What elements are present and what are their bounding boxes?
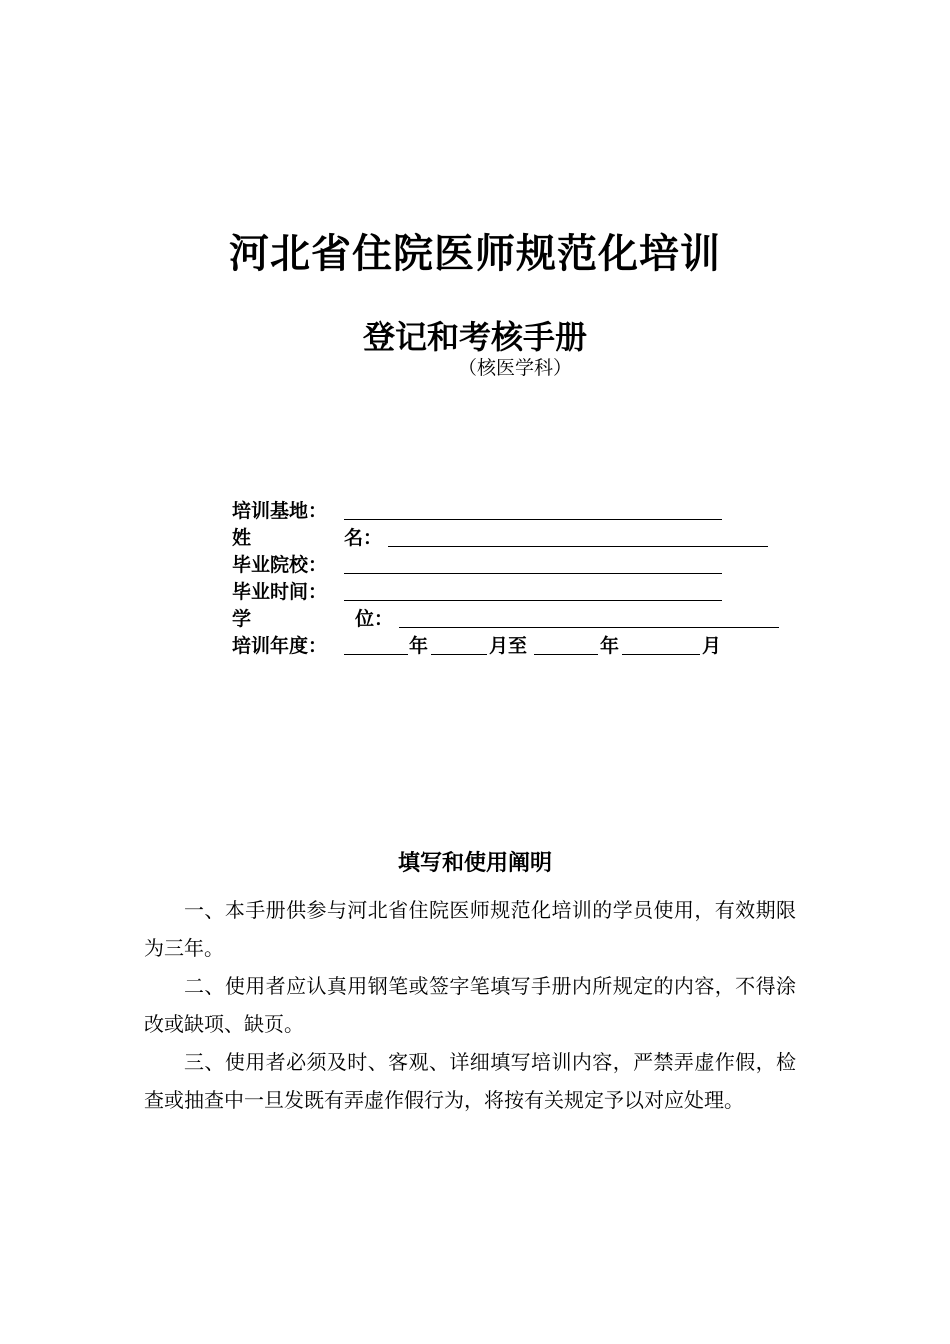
usage-item: 二、使用者应认真用钢笔或签字笔填写手册内所规定的内容，不得涂改或缺项、缺页。 — [144, 974, 796, 1036]
graduation-time-blank[interactable] — [344, 600, 722, 601]
document-subtitle: 登记和考核手册 — [362, 318, 587, 356]
graduation-time-label: 毕业时间： — [232, 581, 328, 603]
usage-item: 一、本手册供参与河北省住院医师规范化培训的学员使用，有效期限为三年。 — [144, 898, 796, 960]
training-base-label: 培训基地： — [232, 500, 328, 522]
name-label-first: 姓 — [232, 527, 252, 549]
document-title: 河北省住院医师规范化培训 — [229, 231, 721, 277]
usage-instructions-title: 填写和使用阐明 — [397, 851, 552, 876]
degree-label-second: 位： — [355, 608, 394, 630]
degree-label-first: 学 — [232, 608, 252, 630]
name-label-second: 名： — [344, 527, 383, 549]
month-to-label: 月至 — [489, 635, 528, 657]
year-unit-second: 年 — [600, 635, 620, 657]
start-month-blank[interactable] — [431, 654, 487, 655]
school-label: 毕业院校： — [232, 554, 328, 576]
year-unit-first: 年 — [409, 635, 429, 657]
end-year-blank[interactable] — [534, 654, 598, 655]
usage-instructions — [144, 891, 796, 1119]
name-blank[interactable] — [388, 546, 768, 547]
usage-item: 三、使用者必须及时、客观、详细填写培训内容，严禁弄虚作假，检查或抽查中一旦发既有弄虚作假行为，将按有关规定予以对应处理。 — [144, 1050, 796, 1112]
end-month-blank[interactable] — [622, 654, 700, 655]
start-year-blank[interactable] — [344, 654, 408, 655]
school-blank[interactable] — [344, 573, 722, 574]
training-year-label: 培训年度： — [232, 635, 328, 657]
degree-blank[interactable] — [399, 627, 779, 628]
training-base-blank[interactable] — [344, 519, 722, 520]
discipline-label: （核医学科） — [457, 357, 572, 379]
month-unit: 月 — [702, 635, 722, 657]
